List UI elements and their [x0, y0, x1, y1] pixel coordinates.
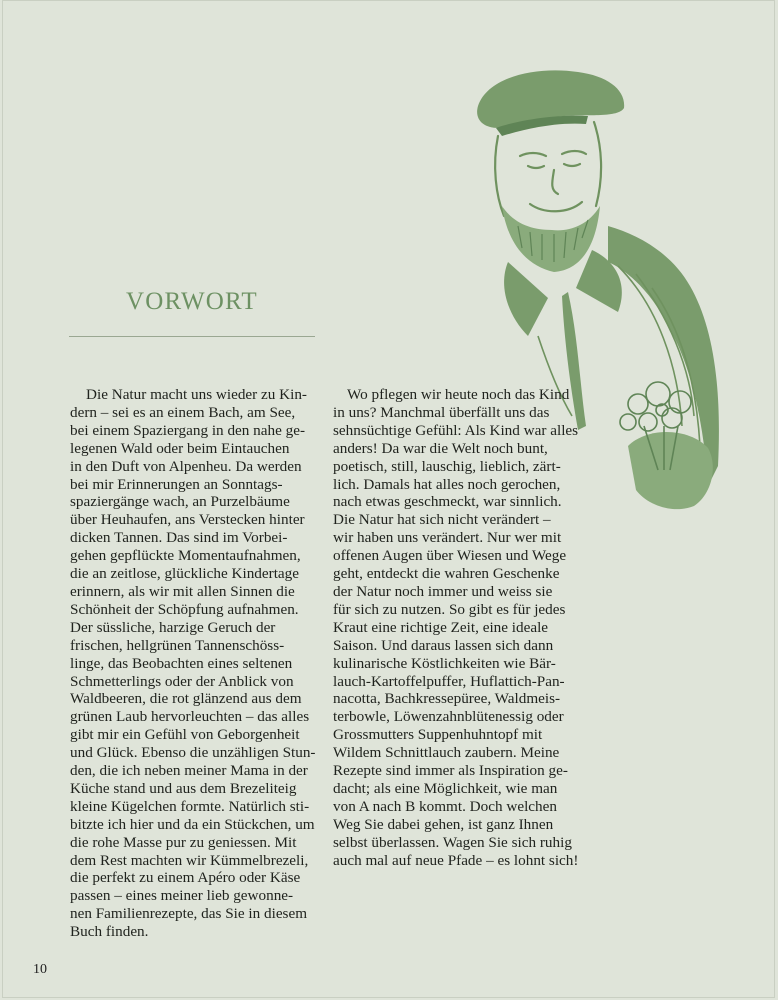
text-line: Saison. Und daraus lassen sich dann: [333, 636, 554, 654]
text-line: erinnern, als wir mit allen Sinnen die: [70, 582, 295, 600]
text-line: die an zeitlose, glückliche Kindertage: [70, 565, 299, 583]
title-divider: [69, 336, 315, 337]
text-line: grünen Laub hervorleuchten – das alles: [70, 708, 310, 726]
text-line: Küche stand und aus dem Brezeliteig: [70, 779, 297, 797]
text-line: dicken Tannen. Das sind im Vorbei-: [70, 529, 288, 547]
text-line: spaziergänge wach, an Purzelbäume: [70, 493, 290, 511]
paragraph-left: [70, 386, 330, 941]
text-line: gehen gepflückte Momentaufnahmen,: [70, 547, 301, 565]
text-line: nach etwas geschmeckt, war sinnlich.: [333, 493, 562, 511]
text-line: Kraut eine richtige Zeit, eine ideale: [333, 618, 549, 636]
page-number: 10: [33, 962, 47, 977]
text-line: geht, entdeckt die wahren Geschenke: [333, 565, 560, 583]
text-line: kulinarische Köstlichkeiten wie Bär-: [333, 654, 556, 672]
text-line: lauch-Kartoffelpuffer, Huflattich-Pan-: [333, 672, 565, 690]
page-title: VORWORT: [126, 288, 258, 315]
text-line: Grossmutters Suppenhuhntopf mit: [333, 726, 543, 744]
text-line: die rohe Masse pur zu geniessen. Mit: [70, 833, 297, 851]
text-line: passen – eines meiner lieb gewonne-: [70, 887, 294, 905]
text-line: sehnsüchtige Gefühl: Als Kind war alles: [333, 421, 579, 439]
text-line: und Glück. Ebenso die unzähligen Stun-: [70, 744, 316, 762]
text-line: für sich zu nutzen. So gibt es für jedes: [333, 600, 566, 618]
text-line: Der süssliche, harzige Geruch der: [70, 618, 276, 636]
text-line: Die Natur hat sich nicht verändert –: [333, 511, 551, 529]
text-line: in den Duft von Alpenheu. Da werden: [70, 457, 302, 475]
text-line: Weg Sie dabei gehen, ist ganz Ihnen: [333, 815, 554, 833]
text-line: der Natur noch immer und weiss sie: [333, 582, 553, 600]
text-line: anders! Da war die Welt noch bunt,: [333, 439, 548, 457]
text-line: bei einem Spaziergang in den nahe ge-: [70, 421, 306, 439]
text-line: gibt mir ein Gefühl von Geborgenheit: [70, 726, 300, 744]
text-line: Buch finden.: [70, 923, 149, 941]
text-line: die perfekt zu einem Apéro oder Käse: [70, 869, 301, 887]
text-line: nen Familienrezepte, das Sie in diesem: [70, 905, 308, 923]
text-line: nacotta, Bachkressepüree, Waldmeis-: [333, 690, 561, 708]
text-line: linge, das Beobachten eines seltenen: [70, 654, 293, 672]
text-line: poetisch, still, lauschig, lieblich, zärt-: [333, 457, 561, 475]
text-line: in uns? Manchmal überfällt uns das: [333, 403, 550, 421]
paragraph-right: [333, 386, 593, 869]
text-line: dem Rest machten wir Kümmelbrezeli,: [70, 851, 309, 869]
text-line: auch mal auf neue Pfade – es lohnt sich!: [333, 851, 579, 869]
text-line: Schönheit der Schöpfung aufnahmen.: [70, 600, 299, 618]
text-line: Wo pflegen wir heute noch das Kind: [347, 386, 570, 403]
text-line: Wildem Schnittlauch zaubern. Meine: [333, 744, 560, 762]
text-line: frischen, hellgrünen Tannenschöss-: [70, 636, 285, 654]
text-line: offenen Augen über Wiesen und Wege: [333, 547, 567, 565]
text-line: selbst überlassen. Wagen Sie sich ruhig: [333, 833, 572, 851]
text-column-right: [333, 386, 593, 869]
text-column-left: [70, 386, 330, 941]
text-line: über Heuhaufen, ans Verstecken hinter: [70, 511, 305, 529]
text-line: dacht; als eine Möglichkeit, wie man: [333, 779, 558, 797]
text-line: wir haben uns verändert. Nur wer mit: [333, 529, 562, 547]
text-line: kleine Kügelchen formte. Natürlich sti-: [70, 797, 310, 815]
text-line: den, die ich neben meiner Mama in der: [70, 762, 308, 780]
text-line: von A nach B kommt. Doch welchen: [333, 797, 557, 815]
text-line: bitzte ich hier und da ein Stückchen, um: [70, 815, 315, 833]
text-line: dern – sei es an einem Bach, am See,: [70, 403, 296, 421]
text-line: Rezepte sind immer als Inspiration ge-: [333, 762, 568, 780]
text-line: Die Natur macht uns wieder zu Kin-: [86, 386, 307, 403]
text-line: bei mir Erinnerungen an Sonntags-: [70, 475, 283, 493]
text-line: lich. Damals hat alles noch gerochen,: [333, 475, 561, 493]
text-line: legenen Wald oder beim Eintauchen: [70, 439, 290, 457]
text-line: terbowle, Löwenzahnblütenessig oder: [333, 708, 564, 726]
text-line: Waldbeeren, die rot glänzend aus dem: [70, 690, 302, 708]
text-line: Schmetterlings oder der Anblick von: [70, 672, 294, 690]
